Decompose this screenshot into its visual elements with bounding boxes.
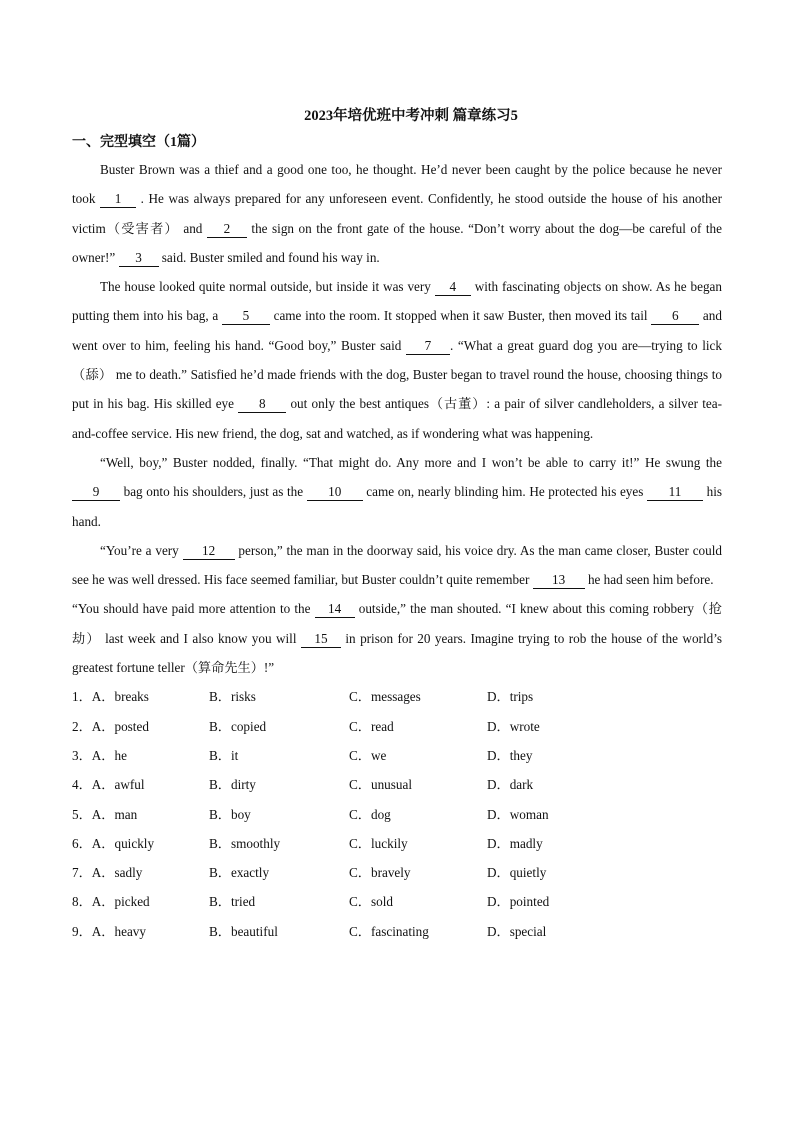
option-row: [72, 770, 722, 799]
passage-text: in prison for 20 years. Imagine trying to rob the house of the world’s greatest fortune teller（算命先生）!”: [72, 630, 722, 676]
passage-text: outside,” the man shouted. “I knew about this coming robbery（抢劫） last week and I also know you will: [72, 601, 722, 646]
passage-text: “You should have paid more attention to the: [72, 601, 315, 617]
option-row: [72, 712, 722, 741]
option-row: [72, 741, 722, 770]
option-row: [72, 917, 722, 946]
passage-text: bag onto his shoulders, just as the: [120, 484, 307, 500]
passage-text: “Well, boy,” Buster nodded, finally. “That might do. Any more and I won’t be able to carry it!” He swung the: [100, 454, 722, 470]
passage-paragraph-2: [72, 272, 722, 448]
option-a: 4．A．awful: [72, 777, 145, 793]
passage-text: came on, nearly blinding him. He protected his eyes: [362, 484, 647, 500]
option-d: D．quietly: [487, 865, 547, 881]
passage-text: person,” the man in the doorway said, his voice dry. As the man came closer, Buster could see he was well dressed. His face seemed familiar, but Buster couldn’t quite remember: [72, 542, 723, 588]
blank-6: 6: [651, 308, 699, 325]
option-a: 9．A．heavy: [72, 923, 146, 939]
blank-15: 15: [301, 631, 341, 648]
document-page: [72, 104, 722, 946]
option-c: C．luckily: [349, 835, 408, 851]
passage-text: Buster Brown was a thief and a good one too, he thought. He’d never been caught by the police because he never took: [72, 162, 722, 207]
document-title: 2023年培优班中考冲刺 篇章练习5: [304, 108, 518, 124]
passage-text: . He was always prepared for any unforeseen event. Confidently, he stood outside the house of his another victim（受害者） and: [72, 191, 723, 236]
passage-paragraph-4: [72, 536, 722, 595]
blank-13: 13: [533, 572, 585, 589]
passage-paragraph-3: [72, 448, 722, 536]
option-d: D．wrote: [487, 718, 540, 734]
option-c: C．we: [349, 747, 387, 763]
passage-text: came into the room. It stopped when it saw Buster, then moved its tail: [269, 308, 652, 324]
option-d: D．dark: [487, 777, 534, 793]
option-a: 2．A．posted: [72, 718, 149, 734]
option-b: B．smoothly: [209, 835, 281, 851]
option-a: 5．A．man: [72, 806, 138, 822]
option-a: 1．A．breaks: [72, 689, 149, 705]
blank-11: 11: [647, 484, 703, 501]
option-c: C．fascinating: [349, 923, 429, 939]
blank-1: 1: [100, 191, 136, 208]
passage-text: The house looked quite normal outside, but inside it was very: [100, 279, 435, 295]
passage-paragraph-5: [72, 594, 722, 682]
passage-text: his hand.: [72, 484, 722, 529]
option-d: D．trips: [487, 689, 534, 705]
passage-text: out only the best antiques（古董）: a pair of silver candleholders, a silver tea-and-coffee service. His new friend, the dog, sat and watched, as if wondering what was happening.: [72, 396, 722, 441]
blank-7: 7: [406, 338, 450, 355]
option-d: D．woman: [487, 806, 549, 822]
option-c: C．bravely: [349, 865, 411, 881]
options-list: [72, 682, 722, 946]
option-a: 6．A．quickly: [72, 835, 155, 851]
passage-paragraph-1: [72, 155, 722, 272]
blank-14: 14: [315, 601, 355, 618]
option-row: [72, 829, 722, 858]
option-c: C．unusual: [349, 777, 413, 793]
option-d: D．they: [487, 747, 533, 763]
option-row: [72, 887, 722, 916]
option-b: B．risks: [209, 689, 256, 705]
passage-text: “You’re a very: [100, 542, 183, 558]
blank-9: 9: [72, 484, 120, 501]
passage-text: said. Buster smiled and found his way in.: [158, 249, 380, 265]
blank-12: 12: [183, 543, 235, 560]
option-a: 8．A．picked: [72, 894, 150, 910]
passage-text: with fascinating objects on show. As he began putting them into his bag, a: [72, 279, 722, 324]
option-a: 7．A．sadly: [72, 865, 143, 881]
option-b: B．dirty: [209, 777, 256, 793]
blank-8: 8: [238, 396, 286, 413]
option-d: D．pointed: [487, 894, 550, 910]
option-c: C．messages: [349, 689, 421, 705]
option-a: 3．A．he: [72, 747, 127, 763]
option-b: B．beautiful: [209, 923, 278, 939]
option-b: B．copied: [209, 718, 267, 734]
passage-text: the sign on the front gate of the house. “Don’t worry about the dog—be careful of the owner!”: [72, 220, 722, 265]
option-row: [72, 800, 722, 829]
section-heading: 一、完型填空（1篇）: [72, 135, 205, 150]
option-c: C．read: [349, 718, 394, 734]
blank-5: 5: [222, 308, 270, 325]
option-b: B．boy: [209, 806, 251, 822]
option-d: D．special: [487, 923, 547, 939]
option-b: B．tried: [209, 894, 256, 910]
option-c: C．dog: [349, 806, 391, 822]
passage-text: . “What a great guard dog you are—trying to lick（舔） me to death.” Satisfied he’d made friends with the dog, Buster began to travel round the house, choosing things to put in his bag. His skilled eye: [72, 337, 723, 412]
passage-text: and went over to him, feeling his hand. “Good boy,” Buster said: [72, 308, 722, 353]
option-b: B．exactly: [209, 865, 270, 881]
blank-10: 10: [307, 484, 363, 501]
option-row: [72, 682, 722, 711]
option-b: B．it: [209, 747, 239, 763]
passage-text: he had seen him before.: [584, 572, 714, 588]
blank-2: 2: [207, 221, 247, 238]
option-row: [72, 858, 722, 887]
blank-4: 4: [435, 279, 471, 296]
blank-3: 3: [119, 250, 159, 267]
option-c: C．sold: [349, 894, 393, 910]
option-d: D．madly: [487, 835, 543, 851]
